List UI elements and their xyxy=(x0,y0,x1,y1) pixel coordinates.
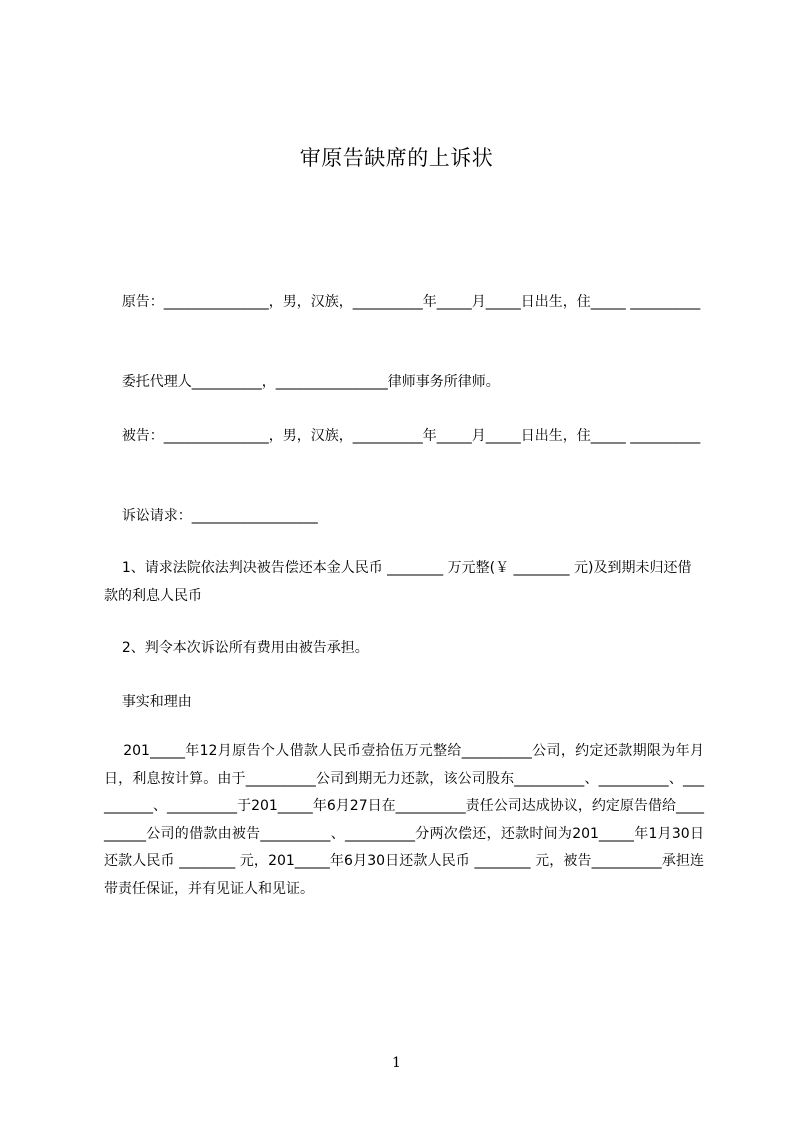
plaintiff-paragraph: 原告：_______________，男，汉族，__________年_____月_____日出生，住_____ __________ xyxy=(104,294,701,310)
facts-body-paragraph: 201_____年12月原告个人借款人民币壹拾伍万元整给__________公司，约定还款期限为年月日，利息按计算。由于__________公司到期无力还款，该公司股东__________、__________、__________、__________于201_____年6月27日在__________责任公司达成协议，约定原告借给__________公司的借款由被告__________、__________分两次偿还，还款时间为201_____年1月30日还款人民币 ________ 元，201_____年6月30日还款人民币 ________ 元，被告__________承担连带责任保证，并有见证人和见证。 xyxy=(104,743,704,897)
page-number: 1 xyxy=(392,1055,401,1071)
defendant-paragraph: 被告：_______________，男，汉族，__________年_____月_____日出生，住_____ __________ xyxy=(104,428,701,444)
agent-paragraph: 委托代理人__________，________________律师事务所律师。 xyxy=(104,374,500,390)
facts-heading: 事实和理由 xyxy=(104,694,192,710)
claims-heading: 诉讼请求：__________________ xyxy=(104,508,318,524)
claim-2-paragraph: 2、判令本次诉讼所有费用由被告承担。 xyxy=(104,640,369,656)
document-title: 审原告缺席的上诉状 xyxy=(299,146,494,170)
claim-1-paragraph: 1、请求法院依法判决被告偿还本金人民币 ________ 万元整(￥ ________ 元)及到期未归还借款的利息人民币 xyxy=(104,560,692,604)
